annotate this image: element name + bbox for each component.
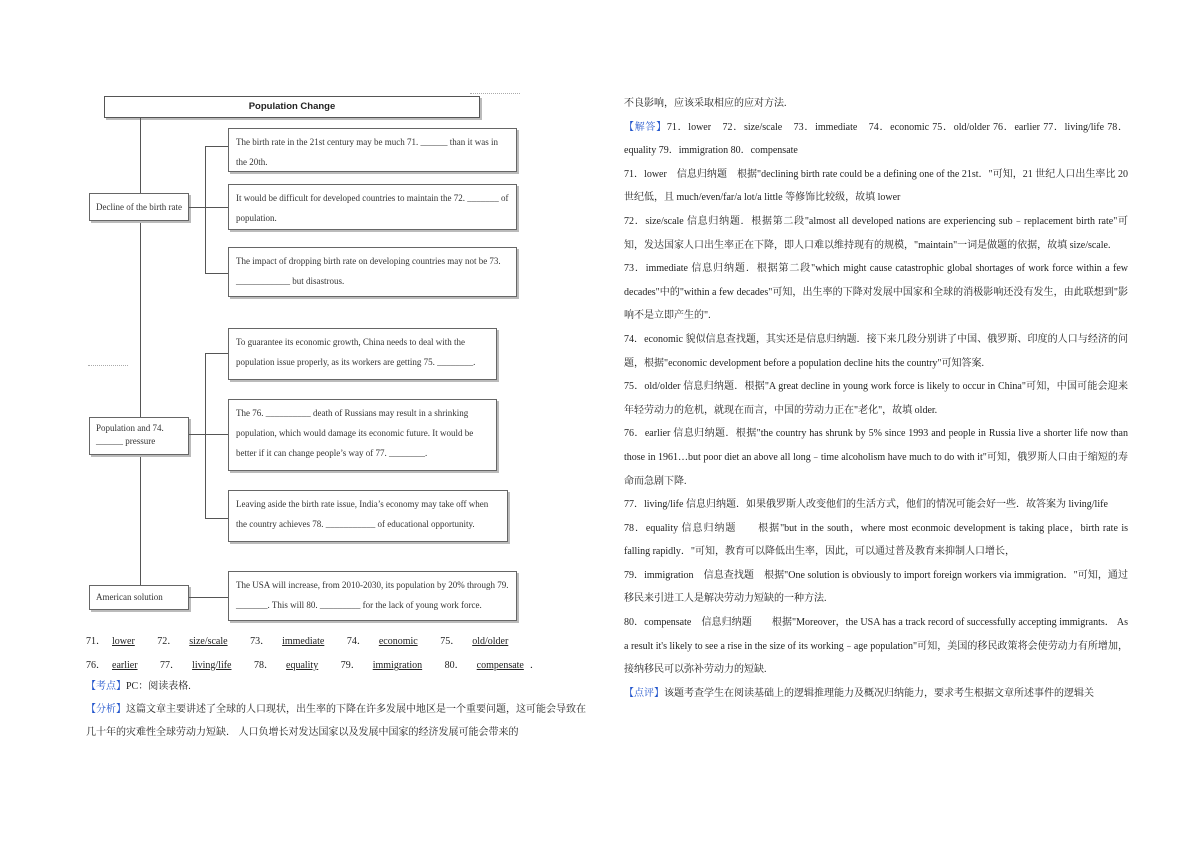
answer-num: 73．: [250, 636, 271, 647]
answer-value: size/scale: [189, 636, 228, 647]
explanation-71: 71．lower 信息归纳题 根据"declining birth rate could be a defining one of the 21st．"可知，21 世纪人口出生率比 20 世纪低，且 much/even/far/a lot/a little 等修饰比较级，故填 lower: [624, 168, 1128, 204]
explanation-79: 79．immigration 信息查找题 根据"One solution is obviously to import foreign workers via immigration．"可知，通过移民来引进工人是解决劳动力短缺的一种方法.: [624, 569, 1128, 605]
answer-value: old/older: [472, 636, 509, 647]
category-population-pressure: Population and 74. ______ pressure: [89, 417, 189, 455]
box-75: To guarantee its economic growth, China needs to deal with the population issue properly, as its workers are getting 75. ________.: [228, 328, 497, 380]
explanation-77: 77．living/life 信息归纳题．如果俄罗斯人改变他们的生活方式，他们的情况可能会好一些．故答案为 living/life: [624, 499, 1108, 511]
explanation-72: 72．size/scale 信息归纳题．根据第二段"almost all developed nations are experiencing sub﹣replacement birth rate"可知，发达国家人口出生率正在下降，即人口难以维持现有的规模，"maintain"一词是做题的依据，故填 size/scale.: [624, 215, 1128, 251]
fenxi-tag: 【分析】: [86, 704, 126, 715]
jieda-section: [624, 116, 1128, 163]
answer-row-2: [86, 656, 540, 671]
jieda-tag: 【解答】: [624, 121, 667, 133]
category-american-solution: American solution: [89, 585, 189, 610]
answer-value: immigration: [372, 660, 423, 671]
answer-value: lower: [112, 636, 135, 647]
explanation-80: 80．compensate 信息归纳题 根据"Moreover，the USA has a track record of successfully accepting immigrants． As a result it's likely to see a rise in the size of its working﹣age population"可知，美国的移民政策将会使劳动力有所增加，接纳移民可以弥补劳动力的短缺.: [624, 617, 1128, 676]
kaodian-section: [86, 675, 594, 698]
answer-value: immediate: [282, 636, 325, 647]
kaodian-text: PC：阅读表格.: [126, 681, 191, 692]
answer-value: living/life: [192, 660, 232, 671]
answer-value: compensate: [476, 660, 524, 671]
answer-num: 75．: [440, 636, 461, 647]
connector: [205, 146, 228, 147]
explanation-78: 78．equality 信息归纳题 根据"but in the south，where most econmoic development is taking place，birth rate is falling rapidly．"可知，教育可以降低出生率，因此，可以通过普及教育来抑制人口增长，: [624, 522, 1128, 558]
kaodian-tag: 【考点】: [86, 681, 126, 692]
box-73: The impact of dropping birth rate on developing countries may not be 73. ____________ but disastrous.: [228, 247, 517, 297]
answer-num: 77．: [160, 660, 181, 671]
box-79-80: The USA will increase, from 2010-2030, its population by 20% through 79. _______. This will 80. _________ for the lack of young work force.: [228, 571, 517, 621]
dianping-section: [624, 682, 1128, 706]
dotted-rule: [470, 93, 520, 94]
box-78: Leaving aside the birth rate issue, India’s economy may take off when the country achieves 78. ___________ of educational opportunity.: [228, 490, 508, 542]
connector: [189, 597, 228, 598]
answer-num: 80．: [444, 660, 465, 671]
box-71: The birth rate in the 21st century may be much 71. ______ than it was in the 20th.: [228, 128, 517, 172]
jieda-text: 71．lower 72．size/scale 73．immediate 74．economic 75．old/older 76．earlier 77．living/life 78．equality 79．immigration 80．compensate: [624, 121, 1129, 157]
solution-column: [624, 92, 1128, 705]
explanation-76: 76．earlier 信息归纳题．根据"the country has shrunk by 5% since 1993 and people in Russia live a shorter life now than those in 1961…but poor diet an above all long﹣time alcoholism have much to do with it"可知，俄罗斯人口由于缩短的寿命而急剧下降.: [624, 428, 1128, 487]
connector: [189, 434, 205, 435]
connector: [205, 207, 228, 208]
dianping-text: 该题考查学生在阅读基础上的逻辑推理能力及概况归纳能力，要求考生根据文章所述事件的逻辑关: [664, 687, 1094, 699]
dianping-tag: 【点评】: [624, 687, 664, 699]
explanation-74: 74．economic 貌似信息查找题，其实还是信息归纳题．接下来几段分别讲了中国、俄罗斯、印度的人口与经济的问题，根据"economic development before a population decline hits the country"可知答案.: [624, 333, 1128, 369]
connector: [189, 207, 205, 208]
answer-num: 74．: [346, 636, 367, 647]
connector: [205, 518, 228, 519]
explanation-73: 73．immediate 信息归纳题．根据第二段"which might cause catastrophic global shortages of work force within a few decades"中的"within a few decades"可知，出生率的下降对发展中国家和全球的消极影响还没有发生，由此联想到"影响不是立即产生的".: [624, 263, 1128, 322]
answer-num: 71．: [86, 636, 106, 647]
answer-value: economic: [378, 636, 418, 647]
fenxi-section: [86, 698, 594, 744]
answer-num: 72．: [157, 636, 178, 647]
box-76-77: The 76. __________ death of Russians may result in a shrinking population, which would damage its economic future. It would be better if it can change people’s way of 77. ________.: [228, 399, 497, 471]
spine-line: [140, 118, 141, 586]
dotted-rule: [88, 365, 128, 366]
category-birth-rate: Decline of the birth rate: [89, 193, 189, 221]
connector: [205, 146, 206, 273]
population-change-diagram: [0, 0, 600, 630]
fenxi-text: 这篇文章主要讲述了全球的人口现状，出生率的下降在许多发展中地区是一个重要问题，这可能会导致在几十年的灾难性全球劳动力短缺． 人口负增长对发达国家以及发展中国家的经济发展可能会带来的: [86, 704, 586, 738]
box-72: It would be difficult for developed countries to maintain the 72. _______ of population.: [228, 184, 517, 230]
connector: [205, 434, 228, 435]
answer-num: 79．: [340, 660, 361, 671]
answer-num: 76．: [86, 660, 106, 671]
connector: [205, 353, 228, 354]
paragraph: 不良影响，应该采取相应的应对方法.: [624, 98, 787, 109]
explanation-75: 75．old/older 信息归纳题．根据"A great decline in young work force is likely to occur in China"可知，中国可能会迎来年轻劳动力的危机，就现在而言，中国的劳动力正在"老化"，故填 older.: [624, 381, 1128, 416]
answer-num: 78．: [254, 660, 274, 671]
answer-value: earlier: [112, 660, 138, 671]
diagram-title: Population Change: [104, 96, 480, 118]
answer-row-1: [86, 632, 514, 647]
answer-end: ．: [529, 660, 540, 671]
connector: [205, 273, 228, 274]
answer-value: equality: [286, 660, 319, 671]
connector: [205, 353, 206, 518]
